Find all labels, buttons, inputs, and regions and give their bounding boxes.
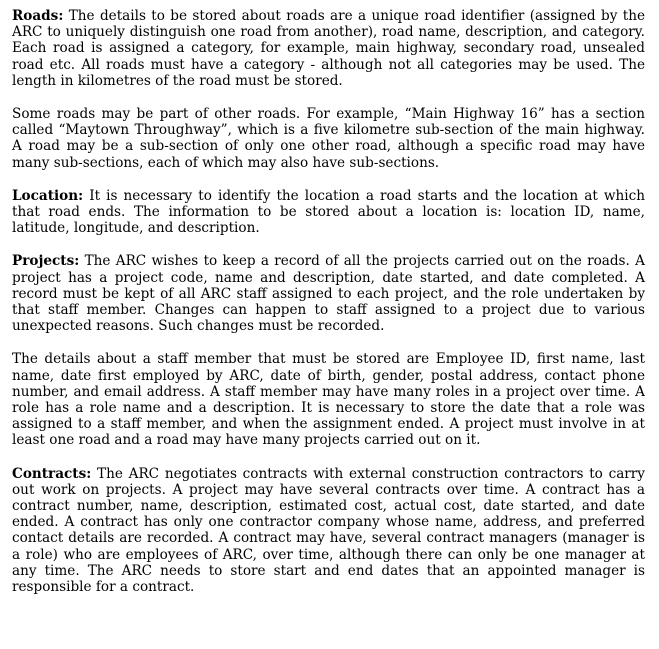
staff-paragraph	[12, 351, 645, 448]
projects-paragraph	[12, 253, 645, 334]
roads-text: The details to be stored about roads are a unique road identifier (assigned by the ARC to uniquely distinguish one road from another), road name, description, and category. Each road is assigned a category, for example, main highway, secondary road, unsealed road etc. All roads must have a category - although not all categories may be used. The length in kilometres of the road must be stored.	[12, 8, 645, 89]
roads-heading: Roads:	[12, 8, 64, 24]
contracts-heading: Contracts:	[12, 465, 92, 482]
roads-paragraph	[12, 8, 645, 89]
sub-roads-text: Some roads may be part of other roads. For example, “Main Highway 16” has a section called “Maytown Throughway”, which is a five kilometre sub-section of the main highway. A road may be a sub-section of only one other road, although a specific road may have many sub-sections, each of which may also have sub-sections.	[12, 106, 645, 171]
sub-roads-paragraph	[12, 106, 645, 171]
contracts-paragraph	[12, 466, 645, 596]
location-text: It is necessary to identify the location a road starts and the location at which that road ends. The information to be stored about a location is: location ID, name, latitude, longitude, and description.	[12, 187, 645, 237]
contracts-text: The ARC negotiates contracts with external construction contractors to carry out work on projects. A project may have several contracts over time. A contract has a contract number, name, description, estimated cost, actual cost, date started, and date ended. A contract has only one contractor company whose name, address, and preferred contact details are recorded. A contract may have, several contract managers (manager is a role) who are employees of ARC, over time, although there can only be one manager at any time. The ARC needs to store start and end dates that an appointed manager is responsible for a contract.	[12, 465, 645, 596]
location-paragraph	[12, 188, 645, 237]
location-heading: Location:	[12, 187, 84, 204]
projects-text: The ARC wishes to keep a record of all the projects carried out on the roads. A project has a project code, name and description, date started, and date completed. A record must be kept of all ARC staff assigned to each project, and the role undertaken by that staff member. Changes can happen to staff assigned to a project due to various unexpected reasons. Such changes must be recorded.	[12, 253, 645, 335]
projects-heading: Projects:	[12, 253, 80, 270]
staff-text: The details about a staff member that must be stored are Employee ID, first name, last name, date first employed by ARC, date of birth, gender, postal address, contact phone number, and email address. A staff member may have many roles in a project over time. A role has a role name and a description. It is necessary to store the date that a role was assigned to a staff member, and when the assignment ended. A project must involve in at least one road and a road may have many projects carried out on it.	[12, 351, 645, 449]
